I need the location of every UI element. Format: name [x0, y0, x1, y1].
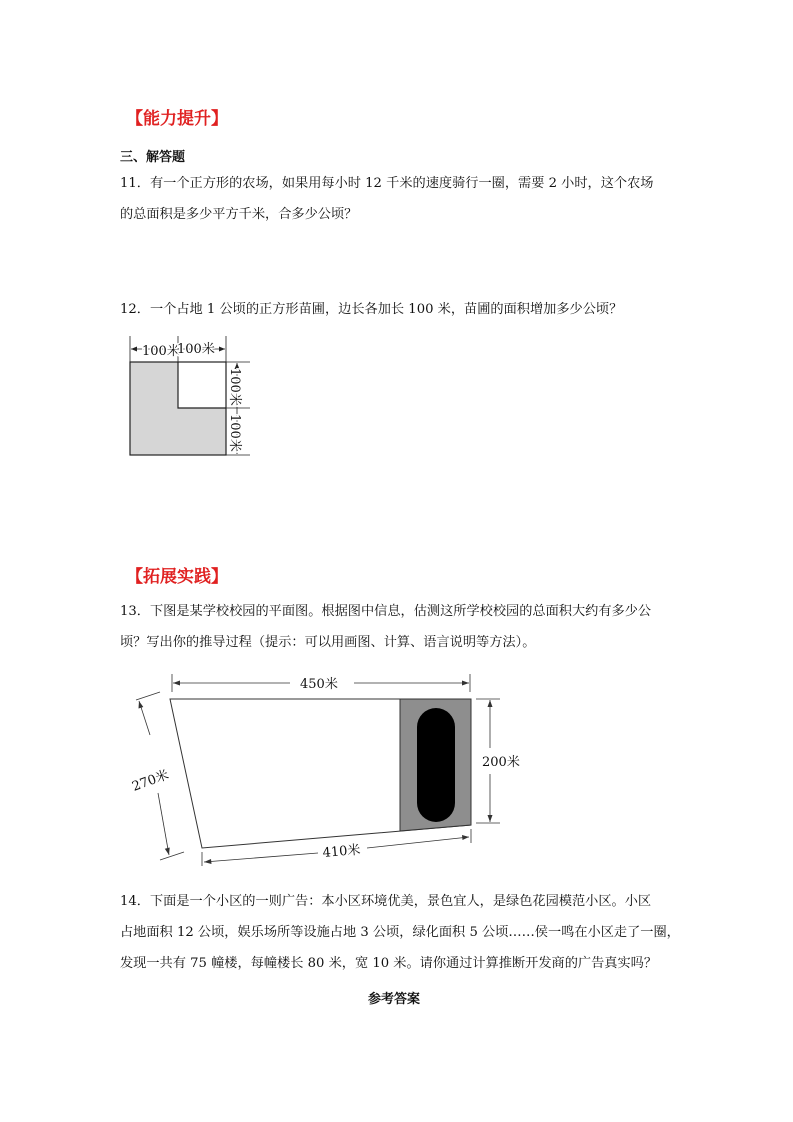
- section-heading-extension: 【拓展实践】: [126, 567, 228, 587]
- section-heading-ability: 【能力提升】: [126, 109, 228, 129]
- question-14-line-3: 发现一共有 75 幢楼，每幢楼长 80 米，宽 10 米。请你通过计算推断开发商的广告真实吗？: [120, 956, 658, 971]
- question-14-line-2: 占地面积 12 公顷，娱乐场所等设施占地 3 公顷，绿化面积 5 公顷……侯一鸣在小区走了一圈，: [120, 925, 680, 940]
- question-13-campus-plan: [120, 668, 540, 878]
- fig12-label-top-right: 100米: [177, 342, 215, 357]
- running-track: [417, 708, 455, 822]
- fig13-label-bottom: 410米: [322, 842, 362, 861]
- fig12-label-top-left: 100米: [142, 344, 180, 359]
- fig12-label-right-top: 100米: [227, 368, 242, 406]
- question-12-figure: [120, 330, 260, 460]
- fig12-label-right-bottom: 100米: [227, 414, 242, 452]
- question-11-line-2: 的总面积是多少平方千米，合多少公顷？: [120, 207, 358, 222]
- fig13-label-top: 450米: [300, 677, 338, 692]
- question-11-line-1: 11．有一个正方形的农场，如果用每小时 12 千米的速度骑行一圈，需要 2 小时，这个农场: [120, 176, 654, 191]
- reference-answers-title: 参考答案: [368, 992, 421, 1007]
- question-13-line-2: 顷？写出你的推导过程（提示：可以用画图、计算、语言说明等方法）。: [120, 635, 536, 650]
- section-title-answer-questions: 三、解答题: [120, 150, 186, 165]
- fig13-label-left: 270米: [130, 767, 171, 795]
- question-14-line-1: 14．下面是一个小区的一则广告：本小区环境优美，景色宜人，是绿色花园模范小区。小区: [120, 894, 652, 909]
- question-12-text: 12．一个占地 1 公顷的正方形苗圃，边长各加长 100 米，苗圃的面积增加多少公顷？: [120, 302, 623, 317]
- question-13-line-1: 13．下图是某学校校园的平面图。根据图中信息，估测这所学校校园的总面积大约有多少公: [120, 604, 652, 619]
- fig13-label-right: 200米: [482, 755, 520, 770]
